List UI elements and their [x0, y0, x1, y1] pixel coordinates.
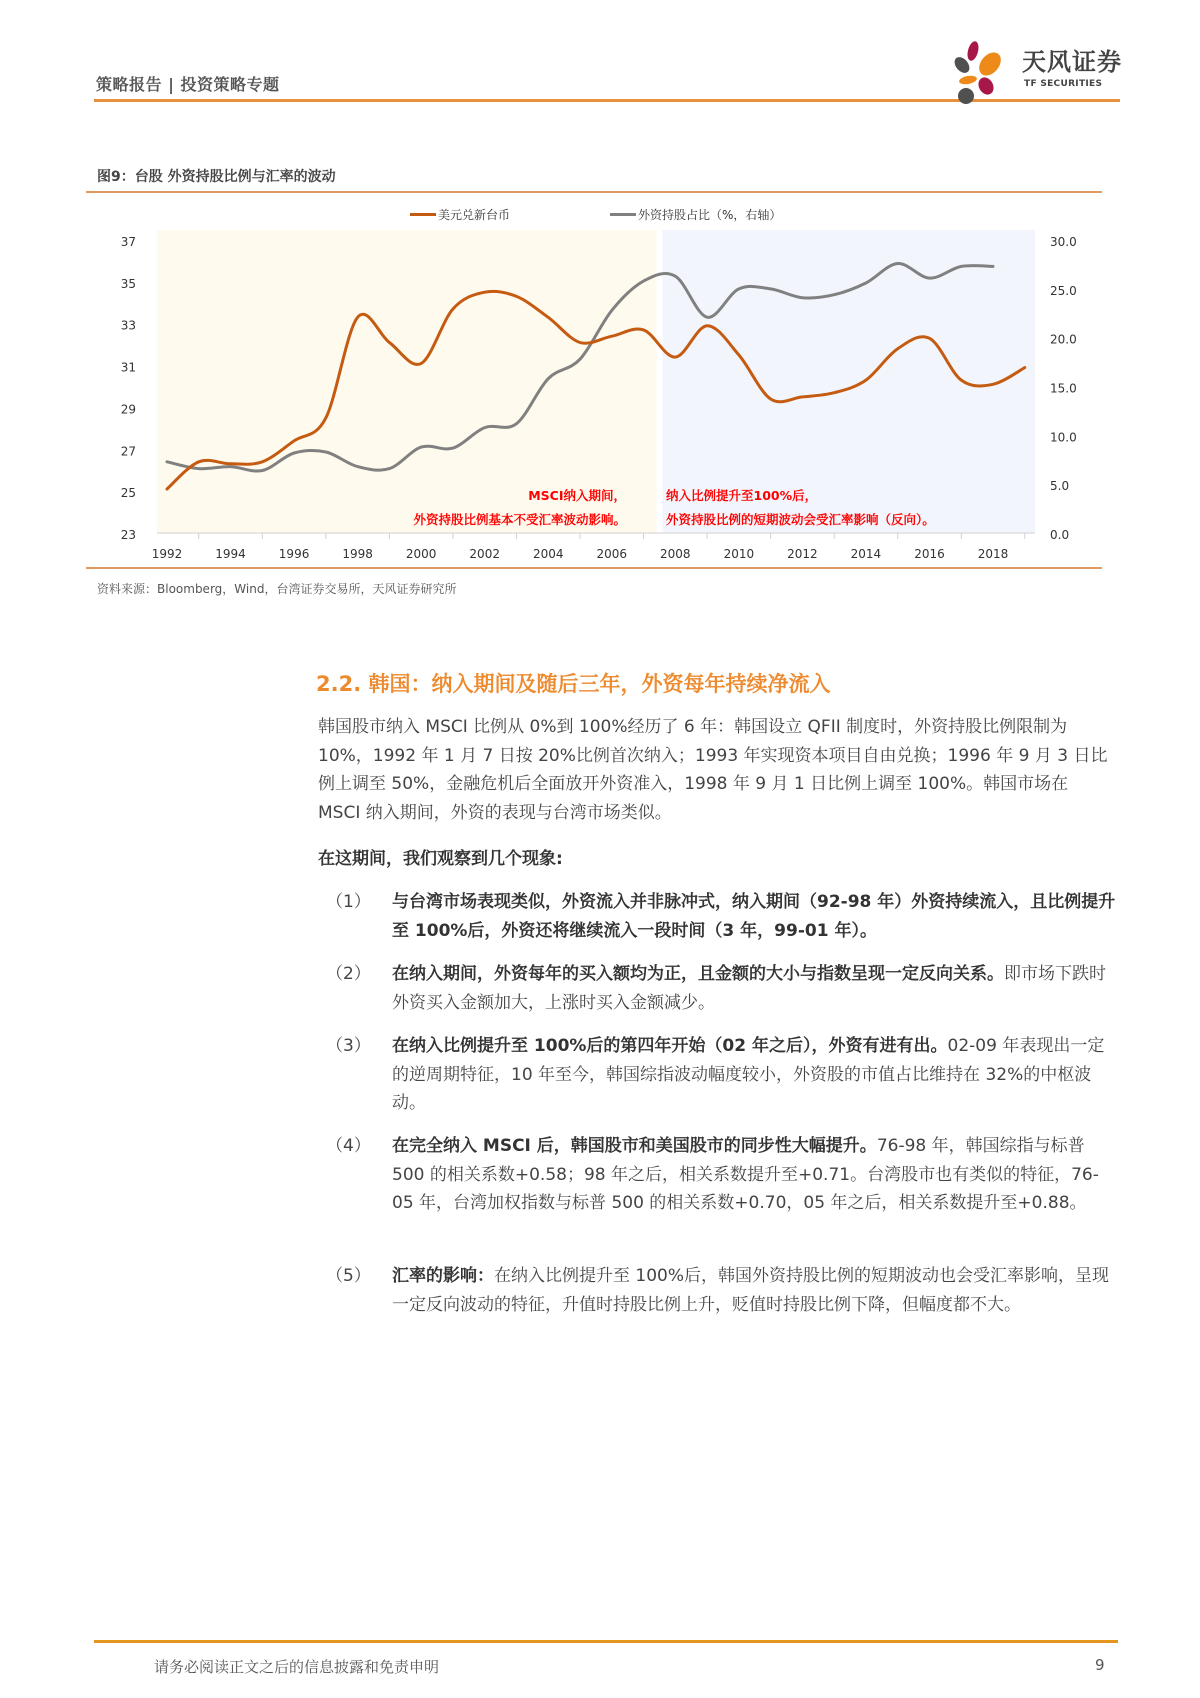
svg-text:2008: 2008 [660, 547, 691, 561]
list-item-number: （1） [326, 892, 371, 912]
line-chart [0, 0, 1200, 600]
y-axis-right-labels [1050, 235, 1077, 542]
list-item-text: 02-09 年表现出一定的逆周期特征，10 年至今，韩国综指波动幅度较小，外资股的市值占比维持在 32%的中枢波动。 [392, 1036, 1105, 1113]
svg-text:2006: 2006 [596, 547, 628, 561]
list-item-text: 即市场下跌时外资买入金额加大，上涨时买入金额减少。 [392, 964, 1106, 1013]
list-item-bold: 在纳入比例提升至 100%后的第四年开始（02 年之后），外资有进有出。 [392, 1036, 948, 1056]
svg-text:33: 33 [120, 318, 136, 333]
footer-divider [94, 1640, 1118, 1643]
annotation-left-line1: MSCI纳入期间， [528, 488, 626, 503]
svg-text:25.0: 25.0 [1050, 283, 1077, 298]
footer-disclaimer: 请务必阅读正文之后的信息披露和免责申明 [154, 1658, 440, 1676]
x-axis-ticks [152, 533, 1025, 561]
legend-label: 美元兑新台币 [438, 208, 511, 222]
section-lead: 在这期间，我们观察到几个现象: [318, 849, 563, 869]
svg-text:2000: 2000 [405, 547, 437, 561]
logo-chinese-name: 天风证券 [1022, 48, 1122, 76]
list-item-bold: 与台湾市场表现类似，外资流入并非脉冲式，纳入期间（92-98 年）外资持续流入，且比例提升至 100%后，外资还将继续流入一段时间（3 年，99-01 年）。 [392, 892, 1116, 941]
list-item-number: （3） [326, 1036, 371, 1056]
svg-text:15.0: 15.0 [1050, 381, 1077, 396]
figure-bottom-rule [86, 567, 1102, 569]
svg-text:0.0: 0.0 [1050, 528, 1070, 542]
list-item [326, 1032, 1116, 1118]
svg-text:31: 31 [120, 360, 136, 375]
svg-text:27: 27 [120, 444, 136, 459]
svg-text:29: 29 [120, 402, 136, 417]
list-item-bold: 汇率的影响： [392, 1266, 494, 1286]
list-item [326, 888, 1116, 945]
list-item-number: （4） [326, 1136, 371, 1156]
page-number: 9 [1095, 1656, 1105, 1674]
report-header-title: 策略报告 | 投资策略专题 [96, 75, 280, 94]
svg-text:30.0: 30.0 [1050, 235, 1077, 249]
list-item [326, 1262, 1116, 1319]
section-intro: 韩国股市纳入 MSCI 比例从 0%到 100%经历了 6 年：韩国设立 QFII 制度时，外资持股比例限制为 10%，1992 年 1 月 7 日按 20%比例首次纳入；1993 年实现资本项目自由兑换；1996 年 9 月 3 日比例上调至 50%，金融危机后全面放开外资准入，1998 年 9 月 1 日比例上调至 100%。韩国市场在 MSCI 纳入期间，外资的表现与台湾市场类似。 [318, 717, 1108, 823]
list-item-text: 76-98 年，韩国综指与标普 500 的相关系数+0.58；98 年之后，相关系数提升至+0.71。台湾股市也有类似的特征，76-05 年，台湾加权指数与标普 500 的相关系数+0.70，05 年之后，相关系数提升至+0.88。 [392, 1136, 1099, 1213]
svg-text:2012: 2012 [787, 547, 818, 561]
svg-text:2018: 2018 [977, 547, 1009, 561]
list-item-bold: 在完全纳入 MSCI 后，韩国股市和美国股市的同步性大幅提升。 [392, 1136, 877, 1156]
annotation-right-line1: 纳入比例提升至100%后， [666, 488, 818, 503]
logo-english-name: TF SECURITIES [1024, 79, 1103, 89]
svg-text:35: 35 [120, 276, 136, 291]
figure-title: 图9：台股 外资持股比例与汇率的波动 [97, 169, 336, 185]
svg-text:1994: 1994 [215, 547, 246, 561]
svg-text:1998: 1998 [342, 547, 373, 561]
svg-text:2004: 2004 [532, 547, 564, 561]
svg-text:2010: 2010 [723, 547, 755, 561]
list-item [326, 960, 1116, 1017]
list-item-number: （5） [326, 1266, 371, 1286]
svg-text:20.0: 20.0 [1050, 332, 1077, 347]
svg-text:2002: 2002 [469, 547, 500, 561]
svg-text:23: 23 [120, 528, 136, 542]
annotation-left-line2: 外资持股比例基本不受汇率波动影响。 [413, 512, 626, 527]
svg-text:1996: 1996 [278, 547, 310, 561]
svg-text:5.0: 5.0 [1050, 479, 1070, 494]
annotation-right-line2: 外资持股比例的短期波动会受汇率影响（反向）。 [666, 512, 935, 527]
list-item-number: （2） [326, 964, 371, 984]
svg-text:37: 37 [120, 235, 136, 249]
list-item-bold: 在纳入期间，外资每年的买入额均为正，且金额的大小与指数呈现一定反向关系。 [392, 964, 1004, 984]
svg-text:10.0: 10.0 [1050, 430, 1077, 445]
svg-text:2016: 2016 [914, 547, 945, 561]
section-title: 2.2. 韩国：纳入期间及随后三年，外资每年持续净流入 [316, 672, 831, 696]
svg-text:25: 25 [120, 486, 136, 501]
y-axis-left-labels [121, 235, 136, 542]
list-item [326, 1132, 1116, 1218]
list-item-text: 在纳入比例提升至 100%后，韩国外资持股比例的短期波动也会受汇率影响，呈现一定反向波动的特征，升值时持股比例上升，贬值时持股比例下降，但幅度都不大。 [392, 1266, 1110, 1315]
legend-label: 外资持股占比（%，右轴） [638, 208, 782, 222]
svg-text:2014: 2014 [850, 547, 882, 561]
svg-text:1992: 1992 [151, 547, 183, 561]
figure-source: 资料来源：Bloomberg，Wind，台湾证券交易所，天风证券研究所 [97, 582, 457, 596]
